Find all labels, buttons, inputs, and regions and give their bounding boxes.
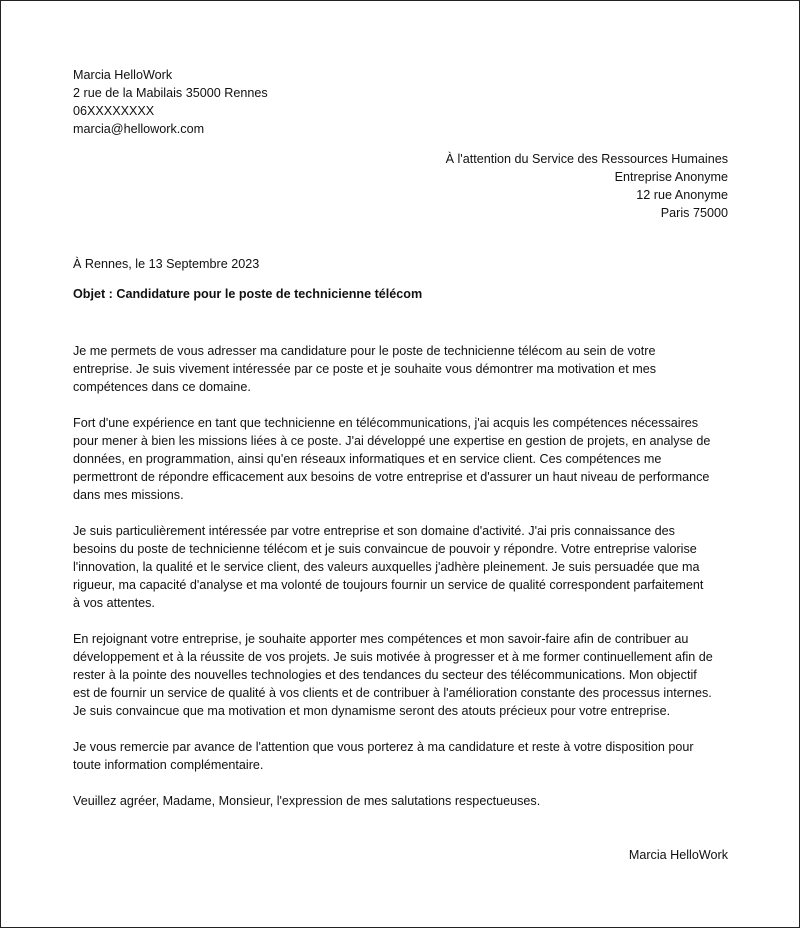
paragraph [73, 522, 729, 612]
paragraph-line: pour mener à bien les missions liées à ce poste. J'ai développé une expertise en gestion de projets, en analyse de [73, 434, 711, 448]
paragraph-line: rester à la pointe des nouvelles technologies et des tendances du secteur des télécommunications. Mon objectif [73, 668, 697, 682]
recipient-block [446, 150, 728, 222]
sender-email: marcia@hellowork.com [73, 122, 205, 136]
paragraph-line: est de fournir un service de qualité à vos clients et de contribuer à l'amélioration constante des processus internes. [73, 686, 712, 700]
paragraph-line: Je vous remercie par avance de l'attention que vous porterez à ma candidature et reste à votre disposition pour [73, 740, 694, 754]
paragraph-line: Fort d'une expérience en tant que technicienne en télécommunications, j'ai acquis les compétences nécessaires [73, 416, 699, 430]
paragraph [73, 792, 729, 810]
paragraph [73, 738, 729, 774]
paragraph-line: toute information complémentaire. [73, 758, 264, 772]
paragraph-line: données, en programmation, ainsi qu'en réseaux informatiques et en service client. Ces compétences me [73, 452, 662, 466]
sender-address: 2 rue de la Mabilais 35000 Rennes [73, 86, 268, 100]
recipient-company: Entreprise Anonyme [614, 170, 728, 184]
paragraph-line: Je suis particulièrement intéressée par votre entreprise et son domaine d'activité. J'ai pris connaissance des [73, 524, 675, 538]
recipient-attention: À l'attention du Service des Ressources Humaines [445, 152, 728, 166]
paragraph-line: rigueur, ma capacité d'analyse et ma volonté de toujours fournir un service de qualité correspondent parfaitement [73, 578, 704, 592]
sender-phone: 06XXXXXXXX [73, 104, 155, 118]
recipient-street: 12 rue Anonyme [636, 188, 728, 202]
paragraph-line: permettront de répondre efficacement aux besoins de votre entreprise et d'assurer un haut niveau de performance [73, 470, 710, 484]
paragraph-line: dans mes missions. [73, 488, 184, 502]
sender-name: Marcia HelloWork [73, 68, 173, 82]
sender-block [73, 66, 268, 138]
subject-line: Objet : Candidature pour le poste de technicienne télécom [73, 287, 423, 301]
date-line: À Rennes, le 13 Septembre 2023 [73, 257, 260, 271]
paragraph-line: besoins du poste de technicienne télécom et je suis convaincue de pouvoir y répondre. Votre entreprise valorise [73, 542, 697, 556]
paragraph-line: l'innovation, la qualité et le service client, des valeurs auxquelles j'adhère pleinement. Je suis persuadée que ma [73, 560, 700, 574]
paragraph [73, 342, 729, 396]
paragraph-line: entreprise. Je suis vivement intéressée par ce poste et je souhaite vous démontrer ma motivation et mes [73, 362, 657, 376]
recipient-city: Paris 75000 [660, 206, 728, 220]
paragraph-line: compétences dans ce domaine. [73, 380, 251, 394]
paragraph-line: à vos attentes. [73, 596, 155, 610]
signature: Marcia HelloWork [628, 848, 728, 862]
paragraph-line: En rejoignant votre entreprise, je souhaite apporter mes compétences et mon savoir-faire afin de contribuer au [73, 632, 689, 646]
paragraph [73, 630, 729, 720]
paragraph-line: développement et à la réussite de vos projets. Je suis motivée à progresser et à me former continuellement afin de [73, 650, 713, 664]
paragraph-line: Je suis convaincue que ma motivation et mon dynamisme seront des atouts précieux pour votre entreprise. [73, 704, 671, 718]
paragraph-line: Veuillez agréer, Madame, Monsieur, l'expression de mes salutations respectueuses. [73, 794, 541, 808]
paragraph-line: Je me permets de vous adresser ma candidature pour le poste de technicienne télécom au sein de votre [73, 344, 656, 358]
letter-body [73, 342, 729, 828]
paragraph [73, 414, 729, 504]
